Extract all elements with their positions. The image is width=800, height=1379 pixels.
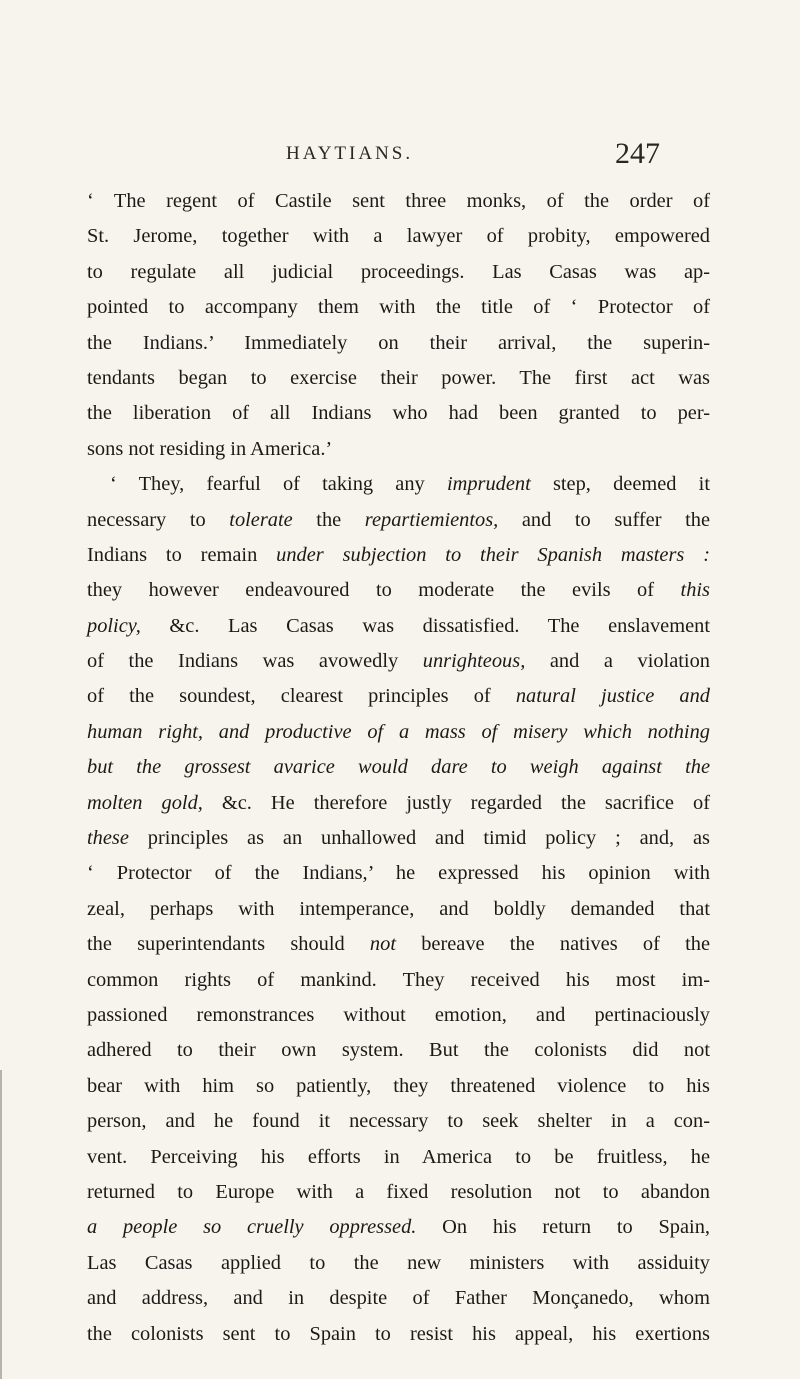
italic-run: repartiemientos,	[364, 508, 499, 531]
text-line: zeal, perhaps with intemperance, and boldly demanded that	[87, 897, 710, 920]
text-line	[87, 821, 710, 856]
italic-run: natural justice and	[515, 685, 710, 708]
italic-run: a people so cruelly oppressed.	[87, 1216, 417, 1239]
text-line	[87, 679, 710, 714]
text-run: bereave the natives of the	[395, 933, 710, 956]
italic-run: not	[369, 933, 396, 956]
text-line	[87, 750, 710, 785]
text-line: St. Jerome, together with a lawyer of probity, empowered	[87, 225, 710, 248]
text-line: Las Casas applied to the new ministers with assiduity	[87, 1251, 710, 1274]
text-line: the Indians.’ Immediately on their arrival, the superin-	[87, 331, 710, 354]
text-run: the	[292, 508, 365, 531]
text-run: the superintendants should	[87, 933, 370, 956]
text-line: the colonists sent to Spain to resist his appeal, his exertions	[87, 1322, 710, 1345]
page-number: 247	[615, 137, 660, 170]
text-line: ‘ The regent of Castile sent three monks, of the order of	[87, 190, 710, 212]
text-line	[87, 503, 710, 538]
text-run: of the Indians was avowedly	[87, 650, 423, 673]
italic-run: human right, and productive of a mass of misery which nothing	[87, 720, 710, 743]
page-header	[0, 137, 800, 183]
italic-run: under subjection to their Spanish masters :	[276, 543, 711, 566]
page-edge-line	[0, 1070, 2, 1379]
text-line	[87, 1210, 710, 1245]
text-line	[87, 644, 710, 679]
text-run: and to suffer the	[498, 508, 710, 531]
body-text	[87, 184, 710, 1352]
text-line: the liberation of all Indians who had been granted to per-	[87, 402, 710, 425]
text-line: bear with him so patiently, they threatened violence to his	[87, 1074, 710, 1097]
text-run: and a violation	[525, 650, 710, 673]
italic-run: but the grossest avarice would dare to weigh against the	[87, 756, 710, 779]
text-run: necessary to	[87, 508, 230, 531]
text-line: ‘ Protector of the Indians,’ he expressed his opinion with	[87, 862, 710, 885]
text-line: person, and he found it necessary to seek shelter in a con-	[87, 1110, 710, 1133]
italic-run: these	[87, 827, 129, 850]
italic-run: unrighteous,	[422, 650, 526, 673]
text-line: and address, and in despite of Father Monçanedo, whom	[87, 1287, 710, 1310]
text-line	[87, 715, 710, 750]
text-line: returned to Europe with a fixed resolution not to abandon	[87, 1180, 710, 1203]
italic-run: policy,	[87, 614, 141, 637]
text-run: &c. He therefore justly regarded the sacrifice of	[202, 791, 710, 814]
text-line: adhered to their own system. But the colonists did not	[87, 1039, 710, 1062]
italic-run: molten gold,	[87, 791, 203, 814]
text-line	[87, 927, 710, 962]
text-line	[87, 573, 710, 608]
text-line: tendants began to exercise their power. The first act was	[87, 366, 710, 389]
italic-run: tolerate	[229, 508, 293, 531]
text-line	[87, 786, 710, 821]
text-line: vent. Perceiving his efforts in America to be fruitless, he	[87, 1145, 710, 1168]
running-head: HAYTIANS.	[286, 143, 414, 164]
text-run: step, deemed it	[530, 473, 710, 496]
text-run: &c. Las Casas was dissatisfied. The enslavement	[140, 614, 710, 637]
text-line: common rights of mankind. They received his most im-	[87, 968, 710, 991]
text-line	[87, 467, 710, 502]
text-line	[87, 538, 710, 573]
text-run: ‘ They, fearful of taking any	[110, 473, 447, 496]
text-run: of the soundest, clearest principles of	[87, 685, 516, 708]
text-line: passioned remonstrances without emotion, and pertinaciously	[87, 1003, 710, 1026]
text-line	[87, 609, 710, 644]
italic-run: imprudent	[446, 473, 531, 496]
text-line: to regulate all judicial proceedings. Las Casas was ap-	[87, 260, 710, 283]
text-run: On his return to Spain,	[416, 1216, 710, 1239]
text-run: they however endeavoured to moderate the evils of	[87, 579, 681, 602]
text-line: pointed to accompany them with the title of ‘ Protector of	[87, 296, 710, 319]
italic-run: this	[680, 579, 710, 602]
text-run: principles as an unhallowed and timid policy ; and, as	[128, 827, 710, 850]
text-run: Indians to remain	[87, 543, 277, 566]
text-line: sons not residing in America.’	[87, 437, 333, 460]
